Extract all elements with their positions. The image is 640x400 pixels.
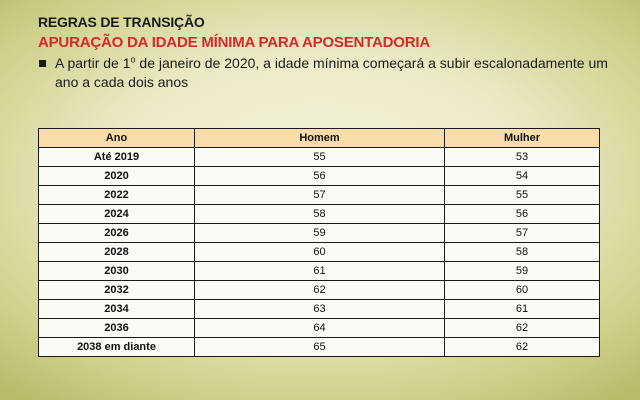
age-table (38, 128, 600, 357)
year-cell: 2034 (39, 300, 195, 319)
year-cell: 2026 (39, 224, 195, 243)
year-cell: 2038 em diante (39, 338, 195, 357)
table-row (39, 167, 600, 186)
men-age-cell: 63 (195, 300, 445, 319)
bullet-note (38, 54, 618, 92)
men-age-cell: 57 (195, 186, 445, 205)
page-title: APURAÇÃO DA IDADE MÍNIMA PARA APOSENTADORIA (38, 34, 430, 51)
women-age-cell: 53 (445, 148, 600, 167)
women-age-cell: 61 (445, 300, 600, 319)
column-header-year: Ano (39, 129, 195, 148)
women-age-cell: 57 (445, 224, 600, 243)
women-age-cell: 56 (445, 205, 600, 224)
men-age-cell: 59 (195, 224, 445, 243)
year-cell: 2022 (39, 186, 195, 205)
women-age-cell: 55 (445, 186, 600, 205)
men-age-cell: 61 (195, 262, 445, 281)
header (38, 14, 618, 92)
year-cell: 2024 (39, 205, 195, 224)
year-cell: 2030 (39, 262, 195, 281)
table-header-row (39, 129, 600, 148)
table-row (39, 148, 600, 167)
men-age-cell: 58 (195, 205, 445, 224)
table-row (39, 205, 600, 224)
table-row (39, 319, 600, 338)
men-age-cell: 55 (195, 148, 445, 167)
table-row (39, 224, 600, 243)
year-cell: 2028 (39, 243, 195, 262)
women-age-cell: 62 (445, 319, 600, 338)
table-row (39, 300, 600, 319)
women-age-cell: 58 (445, 243, 600, 262)
table-row (39, 262, 600, 281)
men-age-cell: 65 (195, 338, 445, 357)
women-age-cell: 54 (445, 167, 600, 186)
column-header-men: Homem (195, 129, 445, 148)
year-cell: 2036 (39, 319, 195, 338)
table-row (39, 338, 600, 357)
women-age-cell: 60 (445, 281, 600, 300)
bullet-text (55, 54, 618, 92)
year-cell: Até 2019 (39, 148, 195, 167)
ordinal-indicator: o (130, 54, 136, 65)
men-age-cell: 60 (195, 243, 445, 262)
bullet-text-end: de janeiro de 2020, a idade mínima começará a subir escalonadamente um ano a cada dois anos (55, 55, 608, 90)
men-age-cell: 56 (195, 167, 445, 186)
table-row (39, 243, 600, 262)
year-cell: 2032 (39, 281, 195, 300)
year-cell: 2020 (39, 167, 195, 186)
column-header-women: Mulher (445, 129, 600, 148)
women-age-cell: 59 (445, 262, 600, 281)
section-kicker: REGRAS DE TRANSIÇÃO (38, 14, 205, 30)
men-age-cell: 64 (195, 319, 445, 338)
bullet-text-start: A partir de 1 (55, 55, 131, 71)
table-row (39, 281, 600, 300)
men-age-cell: 62 (195, 281, 445, 300)
table-row (39, 186, 600, 205)
women-age-cell: 62 (445, 338, 600, 357)
table-body (39, 148, 600, 357)
square-bullet-icon (39, 60, 46, 67)
